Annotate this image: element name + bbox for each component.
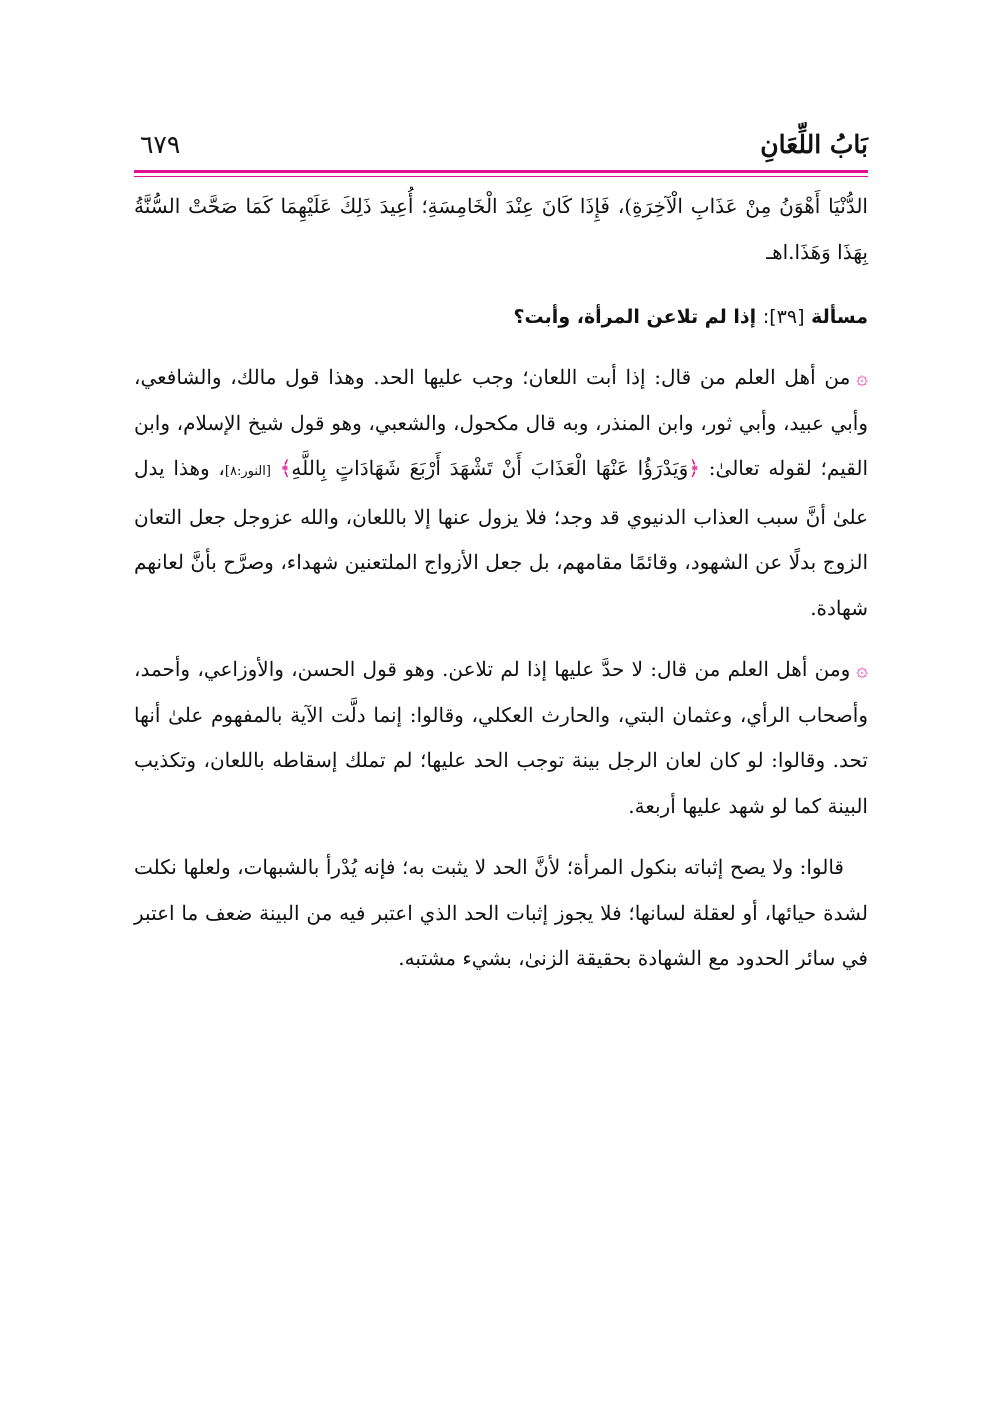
heading-question: إذا لم تلاعن المرأة، وأبت؟ bbox=[513, 306, 757, 328]
quran-close-bracket-icon: ﴾ bbox=[279, 456, 292, 480]
header-rule-thick bbox=[134, 170, 868, 173]
paragraph-opinion-one bbox=[134, 355, 868, 631]
heading-number: [٣٩]: bbox=[762, 306, 805, 328]
flower-bullet-icon: ۞ bbox=[856, 365, 868, 389]
opinion-one-text-cont: ، وهذا يدل علىٰ أنَّ سبب العذاب الدنيوي قد وجد؛ فلا يزول عنها إلا باللعان، والله عزوجل جعل التعان الزوج بدلًا عن الشهود، وقائمًا مقامهم، بل جعل الأزواج الملتعنين شهداء، وصرَّح بأنَّ لعانهم شهادة. bbox=[134, 456, 868, 620]
page-number: ٦٧٩ bbox=[140, 130, 181, 159]
paragraph-opinion-two bbox=[134, 647, 868, 829]
heading-label: مسألة bbox=[811, 306, 868, 328]
opinion-two-text: ومن أهل العلم من قال: لا حدَّ عليها إذا لم تلاعن. وهو قول الحسن، والأوزاعي، وأحمد، وأصحاب الرأي، وعثمان البتي، والحارث العكلي، وقالوا: إنما دلَّت الآية بالمفهوم علىٰ أنها تحد. وقالوا: لو كان لعان الرجل بينة توجب الحد عليها؛ لم تملك إسقاطه باللعان، وتكذيب البينة كما لو شهد عليها أربعة. bbox=[134, 657, 868, 818]
paragraph-argument bbox=[134, 845, 868, 982]
header-rule-thin bbox=[134, 176, 868, 177]
quran-verse: وَيَدْرَؤُا عَنْهَا الْعَذَابَ أَنْ تَشْهَدَ أَرْبَعَ شَهَادَاتٍ بِاللَّهِ bbox=[291, 456, 689, 480]
flower-bullet-icon: ۞ bbox=[856, 657, 868, 681]
opinion-one-text: من أهل العلم من قال: إذا أبت اللعان؛ وجب عليها الحد. وهذا قول مالك، والشافعي، وأبي عبيد، وأبي ثور، وابن المنذر، وبه قال مكحول، والشعبي، وهو قول شيخ الإسلام، وابن القيم؛ لقوله تعالىٰ: bbox=[134, 365, 868, 480]
paragraph-continued: الدُّنْيَا أَهْوَنُ مِنْ عَذَابِ الْآخِرَةِ)، فَإِذَا كَانَ عِنْدَ الْخَامِسَةِ؛ أُعِيدَ ذَلِكَ عَلَيْهِمَا كَمَا صَحَّتْ السُّنَّةُ بِهَذَا وَهَذَا.اهـ bbox=[134, 194, 868, 264]
page-header bbox=[134, 128, 868, 172]
argument-text: قالوا: ولا يصح إثباته بنكول المرأة؛ لأنَّ الحد لا يثبت به؛ فإنه يُدْرأ بالشبهات، ولعلها نكلت لشدة حيائها، أو لعقلة لسانها؛ فلا يجوز إثبات الحد الذي اعتبر فيه من البينة ضعف ما اعتبر في سائر الحدود مع الشهادة بحقيقة الزنىٰ، بشيء مشتبه. bbox=[134, 855, 868, 970]
page-body bbox=[134, 184, 868, 982]
verse-reference: [النور:٨] bbox=[224, 464, 271, 479]
running-title: بَابُ اللِّعَانِ bbox=[760, 130, 868, 159]
issue-heading bbox=[134, 297, 868, 337]
quran-open-bracket-icon: ﴿ bbox=[688, 456, 700, 480]
